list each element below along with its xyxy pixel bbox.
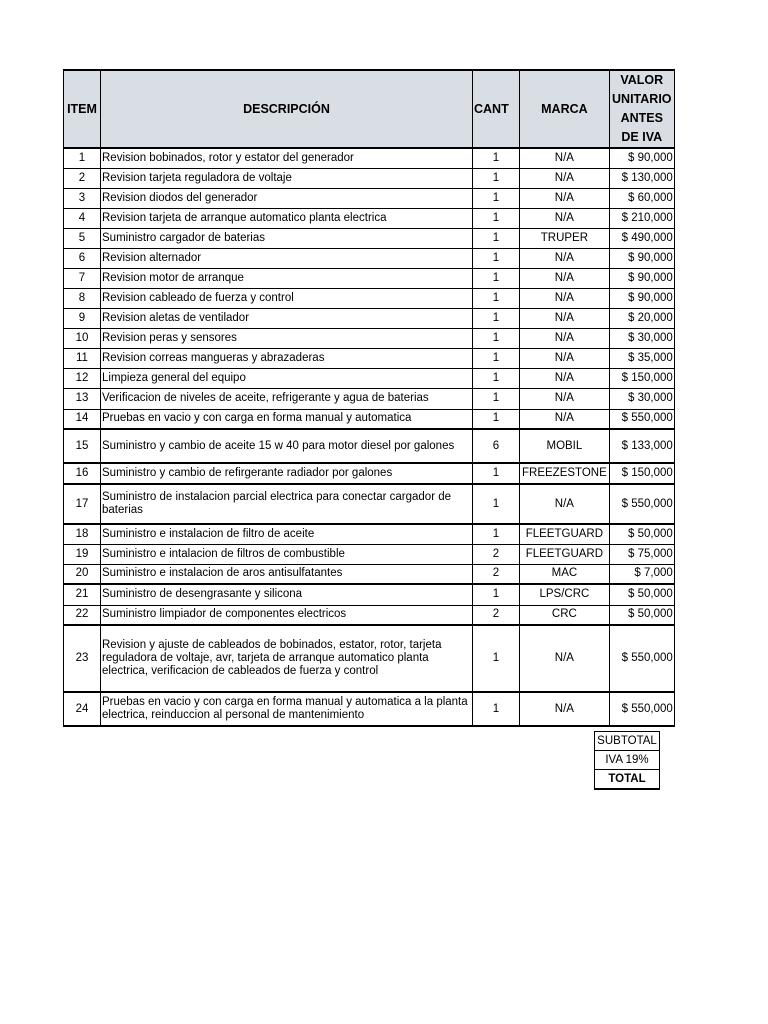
row-description: Suministro e instalacion de filtro de aceite bbox=[101, 524, 473, 544]
row-description: Revision y ajuste de cableados de bobinados, estator, rotor, tarjeta reguladora de voltaje, avr, tarjeta de arranque automatico planta electrica, verificacion de cableados de fuerza y control bbox=[101, 625, 473, 692]
table-row bbox=[64, 564, 675, 584]
table-row bbox=[64, 484, 675, 524]
row-item-number: 4 bbox=[64, 208, 101, 228]
row-item-number: 8 bbox=[64, 288, 101, 308]
row-item-number: 5 bbox=[64, 228, 101, 248]
row-description: Suministro y cambio de refirgerante radiador por galones bbox=[101, 463, 473, 484]
row-quantity: 1 bbox=[473, 308, 520, 328]
row-description: Suministro y cambio de aceite 15 w 40 para motor diesel por galones bbox=[101, 429, 473, 463]
row-brand: N/A bbox=[520, 168, 610, 188]
row-brand: N/A bbox=[520, 328, 610, 348]
row-description: Pruebas en vacio y con carga en forma manual y automatica bbox=[101, 409, 473, 429]
table-row bbox=[64, 584, 675, 605]
row-brand: MAC bbox=[520, 564, 610, 584]
row-unit-value: $ 90,000 bbox=[609, 148, 674, 168]
row-brand: N/A bbox=[520, 188, 610, 208]
row-unit-value: $ 20,000 bbox=[609, 308, 674, 328]
row-brand: LPS/CRC bbox=[520, 584, 610, 605]
row-description: Revision alternador bbox=[101, 248, 473, 268]
row-item-number: 3 bbox=[64, 188, 101, 208]
row-unit-value: $ 133,000 bbox=[609, 429, 674, 463]
row-description: Suministro e instalacion de aros antisulfatantes bbox=[101, 564, 473, 584]
row-brand: N/A bbox=[520, 625, 610, 692]
row-item-number: 10 bbox=[64, 328, 101, 348]
row-quantity: 1 bbox=[473, 388, 520, 409]
row-quantity: 1 bbox=[473, 409, 520, 429]
table-row bbox=[64, 208, 675, 228]
row-item-number: 6 bbox=[64, 248, 101, 268]
table-row bbox=[64, 692, 675, 726]
table-row bbox=[64, 625, 675, 692]
totals-table bbox=[594, 731, 660, 790]
row-unit-value: $ 90,000 bbox=[609, 268, 674, 288]
row-unit-value: $ 550,000 bbox=[609, 484, 674, 524]
row-unit-value: $ 490,000 bbox=[609, 228, 674, 248]
row-quantity: 6 bbox=[473, 429, 520, 463]
row-description: Revision peras y sensores bbox=[101, 328, 473, 348]
row-brand: N/A bbox=[520, 348, 610, 368]
row-description: Revision tarjeta de arranque automatico planta electrica bbox=[101, 208, 473, 228]
row-item-number: 9 bbox=[64, 308, 101, 328]
row-description: Revision correas mangueras y abrazaderas bbox=[101, 348, 473, 368]
row-brand: N/A bbox=[520, 148, 610, 168]
row-item-number: 18 bbox=[64, 524, 101, 544]
table-row bbox=[64, 188, 675, 208]
row-quantity: 2 bbox=[473, 605, 520, 625]
row-unit-value: $ 90,000 bbox=[609, 288, 674, 308]
table-row bbox=[64, 288, 675, 308]
row-description: Revision aletas de ventilador bbox=[101, 308, 473, 328]
row-unit-value: $ 130,000 bbox=[609, 168, 674, 188]
row-unit-value: $ 50,000 bbox=[609, 605, 674, 625]
row-unit-value: $ 50,000 bbox=[609, 584, 674, 605]
row-unit-value: $ 30,000 bbox=[609, 328, 674, 348]
row-description: Verificacion de niveles de aceite, refrigerante y agua de baterias bbox=[101, 388, 473, 409]
row-item-number: 22 bbox=[64, 605, 101, 625]
table-row bbox=[64, 168, 675, 188]
row-item-number: 15 bbox=[64, 429, 101, 463]
row-description: Revision cableado de fuerza y control bbox=[101, 288, 473, 308]
row-item-number: 21 bbox=[64, 584, 101, 605]
header-marca: MARCA bbox=[520, 70, 610, 148]
row-quantity: 1 bbox=[473, 228, 520, 248]
table-row bbox=[64, 228, 675, 248]
table-row bbox=[64, 409, 675, 429]
row-quantity: 1 bbox=[473, 584, 520, 605]
row-item-number: 12 bbox=[64, 368, 101, 388]
row-brand: N/A bbox=[520, 248, 610, 268]
total-label: TOTAL bbox=[595, 770, 660, 790]
row-brand: N/A bbox=[520, 308, 610, 328]
subtotal-label: SUBTOTAL bbox=[595, 732, 660, 751]
row-quantity: 1 bbox=[473, 148, 520, 168]
table-row bbox=[64, 368, 675, 388]
row-item-number: 20 bbox=[64, 564, 101, 584]
row-quantity: 1 bbox=[473, 168, 520, 188]
row-brand: CRC bbox=[520, 605, 610, 625]
row-description: Suministro cargador de baterias bbox=[101, 228, 473, 248]
row-brand: N/A bbox=[520, 368, 610, 388]
row-unit-value: $ 30,000 bbox=[609, 388, 674, 409]
row-description: Revision diodos del generador bbox=[101, 188, 473, 208]
row-description: Revision bobinados, rotor y estator del generador bbox=[101, 148, 473, 168]
row-brand: N/A bbox=[520, 388, 610, 409]
table-row bbox=[64, 429, 675, 463]
iva-label: IVA 19% bbox=[595, 751, 660, 770]
header-cant: CANT bbox=[473, 70, 520, 148]
row-brand: N/A bbox=[520, 409, 610, 429]
row-description: Suministro de instalacion parcial electrica para conectar cargador de baterias bbox=[101, 484, 473, 524]
row-description: Limpieza general del equipo bbox=[101, 368, 473, 388]
quote-table bbox=[63, 69, 675, 727]
row-quantity: 1 bbox=[473, 524, 520, 544]
row-unit-value: $ 150,000 bbox=[609, 368, 674, 388]
row-brand: N/A bbox=[520, 208, 610, 228]
table-row bbox=[64, 268, 675, 288]
header-descripcion: DESCRIPCIÓN bbox=[101, 70, 473, 148]
table-row bbox=[64, 388, 675, 409]
row-quantity: 1 bbox=[473, 268, 520, 288]
row-quantity: 2 bbox=[473, 564, 520, 584]
row-unit-value: $ 90,000 bbox=[609, 248, 674, 268]
table-row bbox=[64, 463, 675, 484]
row-quantity: 1 bbox=[473, 288, 520, 308]
row-quantity: 1 bbox=[473, 484, 520, 524]
row-brand: N/A bbox=[520, 288, 610, 308]
row-brand: FREEZESTONE bbox=[520, 463, 610, 484]
row-quantity: 2 bbox=[473, 544, 520, 564]
table-row bbox=[64, 524, 675, 544]
row-quantity: 1 bbox=[473, 328, 520, 348]
row-item-number: 14 bbox=[64, 409, 101, 429]
row-brand: TRUPER bbox=[520, 228, 610, 248]
table-row bbox=[64, 348, 675, 368]
row-item-number: 16 bbox=[64, 463, 101, 484]
row-item-number: 11 bbox=[64, 348, 101, 368]
row-brand: MOBIL bbox=[520, 429, 610, 463]
row-description: Revision motor de arranque bbox=[101, 268, 473, 288]
table-row bbox=[64, 148, 675, 168]
row-item-number: 1 bbox=[64, 148, 101, 168]
table-row bbox=[64, 328, 675, 348]
row-quantity: 1 bbox=[473, 348, 520, 368]
row-unit-value: $ 550,000 bbox=[609, 625, 674, 692]
row-unit-value: $ 210,000 bbox=[609, 208, 674, 228]
row-unit-value: $ 35,000 bbox=[609, 348, 674, 368]
row-brand: N/A bbox=[520, 692, 610, 726]
row-item-number: 24 bbox=[64, 692, 101, 726]
row-unit-value: $ 50,000 bbox=[609, 524, 674, 544]
row-unit-value: $ 75,000 bbox=[609, 544, 674, 564]
row-quantity: 1 bbox=[473, 692, 520, 726]
row-quantity: 1 bbox=[473, 248, 520, 268]
row-description: Suministro e intalacion de filtros de combustible bbox=[101, 544, 473, 564]
row-description: Pruebas en vacio y con carga en forma manual y automatica a la planta electrica, reinduccion al personal de mantenimiento bbox=[101, 692, 473, 726]
row-unit-value: $ 60,000 bbox=[609, 188, 674, 208]
row-brand: FLEETGUARD bbox=[520, 544, 610, 564]
row-item-number: 7 bbox=[64, 268, 101, 288]
table-row bbox=[64, 248, 675, 268]
header-valor-unitario: VALOR UNITARIO ANTES DE IVA bbox=[609, 70, 674, 148]
row-unit-value: $ 150,000 bbox=[609, 463, 674, 484]
row-brand: N/A bbox=[520, 268, 610, 288]
row-quantity: 1 bbox=[473, 625, 520, 692]
row-quantity: 1 bbox=[473, 368, 520, 388]
header-item: ITEM bbox=[64, 70, 101, 148]
row-item-number: 2 bbox=[64, 168, 101, 188]
row-quantity: 1 bbox=[473, 188, 520, 208]
row-description: Suministro limpiador de componentes electricos bbox=[101, 605, 473, 625]
table-row bbox=[64, 308, 675, 328]
row-brand: FLEETGUARD bbox=[520, 524, 610, 544]
row-description: Suministro de desengrasante y silicona bbox=[101, 584, 473, 605]
row-quantity: 1 bbox=[473, 463, 520, 484]
row-unit-value: $ 7,000 bbox=[609, 564, 674, 584]
row-unit-value: $ 550,000 bbox=[609, 409, 674, 429]
table-row bbox=[64, 605, 675, 625]
row-item-number: 13 bbox=[64, 388, 101, 409]
header-row bbox=[64, 70, 675, 148]
row-item-number: 23 bbox=[64, 625, 101, 692]
row-brand: N/A bbox=[520, 484, 610, 524]
row-item-number: 17 bbox=[64, 484, 101, 524]
table-row bbox=[64, 544, 675, 564]
row-description: Revision tarjeta reguladora de voltaje bbox=[101, 168, 473, 188]
row-item-number: 19 bbox=[64, 544, 101, 564]
row-quantity: 1 bbox=[473, 208, 520, 228]
row-unit-value: $ 550,000 bbox=[609, 692, 674, 726]
